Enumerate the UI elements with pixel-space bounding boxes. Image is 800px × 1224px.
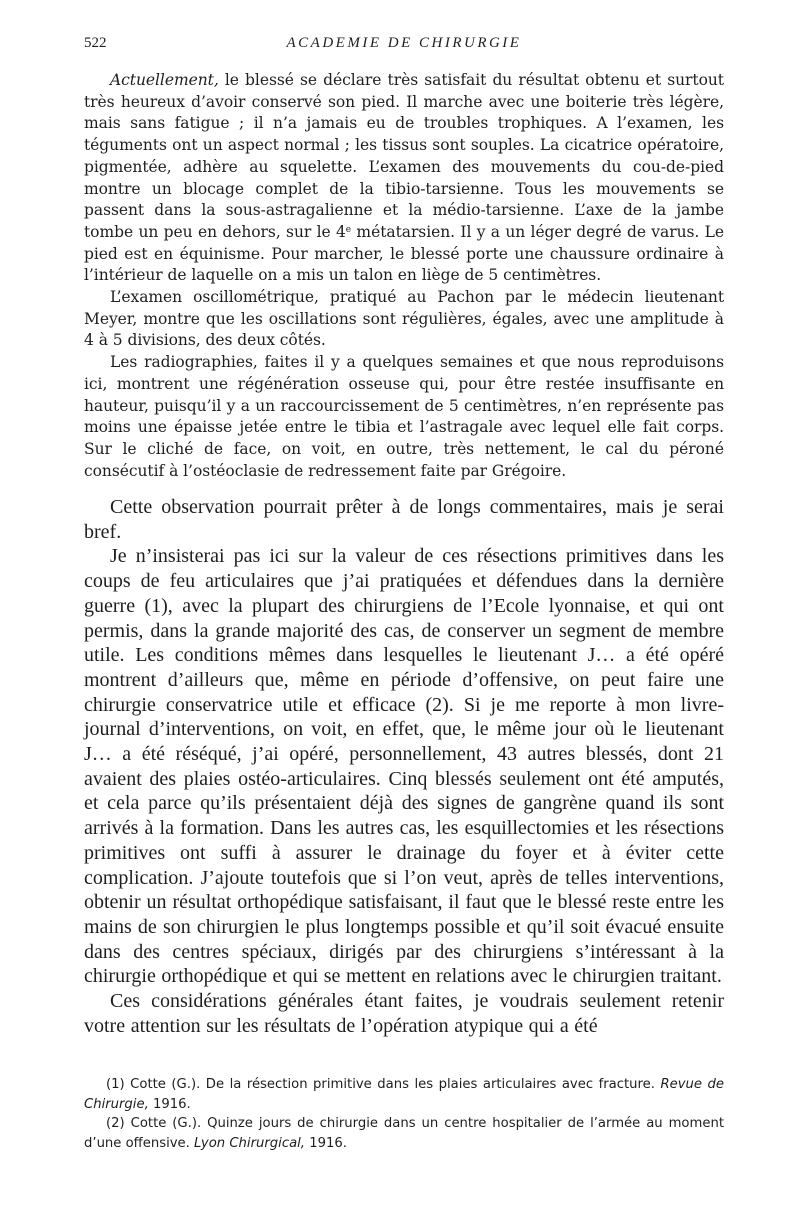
journal-name: Revue de Chirurgie, — [84, 1077, 724, 1112]
case-paragraph-result — [84, 70, 724, 287]
footnotes — [84, 1075, 724, 1153]
footnote-1: (1) Cotte (G.). De la résection primitive dans les plaies articulaires avec fracture. Revue de Chirurgie, 1916. — [84, 1077, 724, 1112]
journal-name: Lyon Chirurgical, — [194, 1135, 306, 1151]
discussion-body — [84, 495, 724, 1038]
case-paragraph-radiographs: Les radiographies, faites il y a quelques semaines et que nous reproduisons ici, montrent une régénération osseuse qui, pour être restée insuffisante en hauteur, puisqu’il y a un raccourcissement de 5 centimètres, n’en représente pas moins une épaisse jetée entre le tibia et l’astragale avec lequel elle fait corps. Sur le cliché de face, on voit, en outre, très nettement, le cal du péroné consécutif à l’ostéoclasie de redressement faite par Grégoire. — [84, 353, 724, 480]
discussion-paragraph: Ces considérations générales étant faites, je voudrais seulement retenir votre attention sur les résultats de l’opération atypique qui a été — [84, 990, 724, 1037]
discussion-paragraph: Cette observation pourrait prêter à de longs commentaires, mais je serai bref. — [84, 496, 724, 543]
paragraph-text: métatarsien. Il y a un léger degré de varus. Le pied est en équinisme. Pour marcher, le blessé porte une chaussure ordinaire à l’intérieur de laquelle on a mis un talon en liège de 5 centimètres. — [84, 222, 724, 285]
footnote-2: (2) Cotte (G.). Quinze jours de chirurgie dans un centre hospitalier de l’armée au moment d’une offensive. Lyon Chirurgical, 1916. — [84, 1116, 724, 1151]
case-observation — [84, 70, 724, 482]
journal-title: ACADEMIE DE CHIRURGIE — [286, 35, 522, 51]
case-paragraph-oscillometry: L’examen oscillométrique, pratiqué au Pachon par le médecin lieutenant Meyer, montre que les oscillations sont régulières, égales, avec une amplitude à 4 à 5 divisions, des deux côtés. — [84, 288, 724, 350]
discussion-paragraph: Je n’insisterai pas ici sur la valeur de ces résections primitives dans les coups de feu articulaires que j’ai pratiquées et défendues dans la dernière guerre (1), avec la plupart des chirurgiens de l’Ecole lyonnaise, et qui ont permis, dans la grande majorité des cas, de conserver un segment de membre utile. Les conditions mêmes dans lesquelles le lieutenant J… a été opéré montrent d’ailleurs que, même en période d’offensive, on peut faire une chirurgie conservatrice utile et efficace (2). Si je me reporte à mon livre-journal d’interventions, on voit, en effet, que, le même jour où le lieutenant J… a été réséqué, j’ai opéré, personnellement, 43 autres blessés, dont 21 avaient des plaies ostéo-articulaires. Cinq blessés seulement ont été amputés, et cela parce qu’ils présentaient déjà des signes de gangrène quand ils sont arrivés à la formation. Dans les autres cas, les esquillectomies et les résections primitives ont suffi à assurer le drainage du foyer et à éviter cette complication. J’ajoute toutefois que si l’on veut, après de telles interventions, obtenir un résultat orthopédique satisfaisant, il faut que le blessé reste entre les mains de son chirurgien le plus longtemps possible et qu’il soit évacué ensuite dans des centres spéciaux, dirigés par des chirurgiens s’intéressant à la chirurgie orthopédique et qui se mettent en relations avec le chirurgien traitant. — [84, 545, 724, 988]
ordinal-superscript: e — [345, 224, 352, 235]
paragraph-text: le blessé se déclare très satisfait du résultat obtenu et surtout très heureux d’avoir conservé son pied. Il marche avec une boiterie très légère, mais sans fatigue ; il n’a jamais eu de troubles trophiques. A l’examen, les téguments ont un aspect normal ; les tissus sont souples. La cicatrice opératoire, pigmentée, adhère au squelette. L’examen des mouvements du cou-de-pied montre un blocage complet de la tibio-tarsienne. Tous les mouvements se passent dans la sous-astragalienne et la médio-tarsienne. L’axe de la jambe tombe un peu en dehors, sur le 4 — [84, 71, 724, 241]
page-number: 522 — [84, 35, 107, 51]
paragraph-lead-word: Actuellement, — [110, 71, 219, 89]
running-head — [84, 35, 724, 55]
